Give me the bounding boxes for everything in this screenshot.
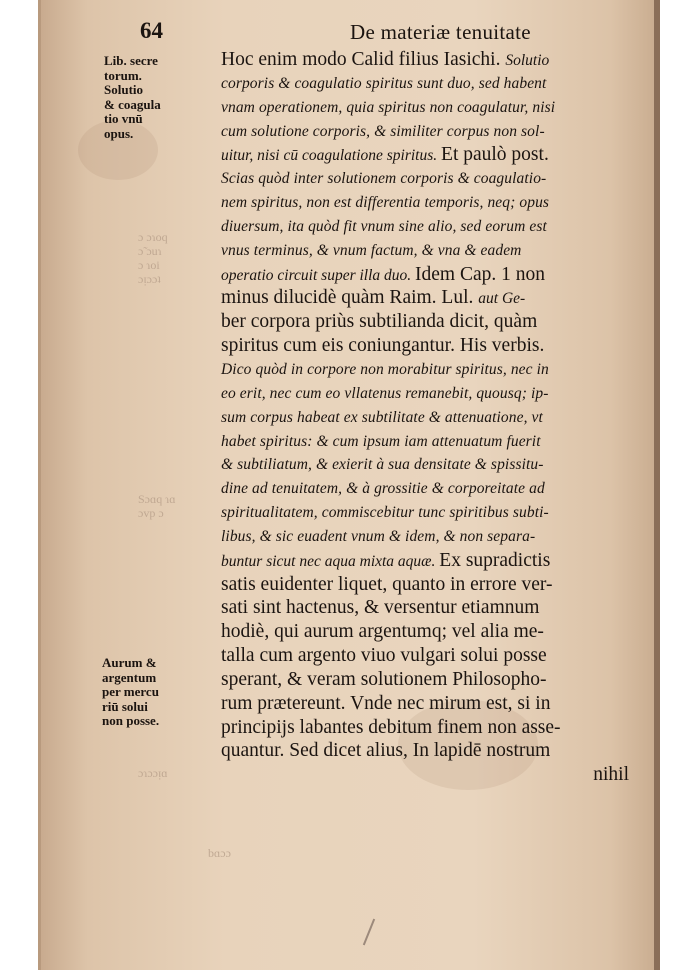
text-line [221,692,660,716]
text-segment: libus, & sic euadent vnum & idem, & non separa- [221,527,536,545]
text-line [221,191,660,215]
text-segment: sperant, & veram solutionem Philosopho- [221,668,547,690]
text-line [221,644,660,668]
text-line [221,501,660,525]
text-line [221,477,660,501]
text-segment: Et paulò post. [441,144,549,166]
text-line [221,430,660,454]
text-segment: diuersum, ita quòd fit vnum sine alio, sed eorum est [221,217,547,235]
text-line [221,573,660,597]
text-segment: satis euidenter liquet, quanto in errore ver- [221,573,553,595]
text-segment: Dico quòd in corpore non morabitur spiritus, nec in [221,360,549,378]
text-line [221,334,660,358]
bleed-through-text [138,766,168,780]
text-line [221,48,660,72]
text-segment: Scias quòd inter solutionem corporis & coagulatio- [221,170,547,188]
text-segment: aut Ge- [478,290,526,308]
text-segment: ber corpora priùs subtilianda dicit, quàm [221,311,538,333]
margin-note-line: & coagula [104,96,161,112]
text-line [221,215,660,239]
text-line [221,143,660,167]
text-line [221,620,660,644]
bleed-line: ɔvp ɔ [138,506,164,520]
page-header [140,18,660,52]
text-segment: dine ad tenuitatem, & à grossitie & corporeitate ad [221,480,545,498]
text-segment: habet spiritus: & cum ipsum iam attenuatum fuerit [221,432,541,450]
text-line [221,525,660,549]
text-line [221,596,660,620]
margin-note-aurum [102,656,188,729]
text-segment: spiritualitatem, commiscebitur tunc spiritibus subti- [221,504,549,522]
margin-note-line: Solutio [104,82,144,97]
running-head: De materiæ tenuitate [350,20,531,44]
bleed-through-text [138,492,176,520]
text-line [221,549,660,573]
text-segment: corporis & coagulatio spiritus sunt duo, sed habent [221,74,547,92]
margin-note-secretorum [104,54,190,141]
text-line [221,382,660,406]
text-segment: Ex supradictis [439,549,551,571]
book-page [38,0,660,970]
text-segment: rum prætereunt. Vnde nec mirum est, si in [221,692,551,714]
text-segment: operatio circuit super illa duo. [221,266,416,284]
bleed-through-text [208,846,231,860]
margin-note-line: Lib. secre [104,53,158,68]
text-segment: quantur. Sed dicet alius, In lapidē nostrum [221,740,551,762]
text-segment: buntur sicut nec aqua mixta aquæ. [221,552,440,570]
text-segment: vnus terminus, & vnum factum, & vna & eadem [221,241,522,259]
text-line [221,167,660,191]
text-segment: uitur, nisi cū coagulatione spiritus. [221,147,442,165]
text-line [221,739,660,763]
margin-note-line: riū solui [102,698,148,714]
text-line [221,239,660,263]
text-segment: sati sint hactenus, & versentur etiamnum [221,597,540,619]
text-line [221,453,660,477]
body-text [221,48,660,787]
bleed-line: bɑɔɔ [208,846,231,860]
text-segment: sum corpus habeat ex subtilitate & attenuatione, vt [221,408,543,426]
catchword: nihil [593,764,629,786]
text-line [221,716,660,740]
margin-note-line: torum. [104,67,142,83]
page-number: 64 [140,18,163,43]
text-segment: spiritus cum eis coniungantur. His verbis. [221,335,545,357]
text-segment: talla cum argento viuo vulgari solui posse [221,645,547,667]
margin-note-line: opus. [104,125,134,141]
text-line [221,310,660,334]
bleed-line: ɔᴉɔɔʇ [138,272,161,286]
bleed-line: ɔ̃ ɔuɿ [138,244,162,258]
margin-note-line: per mercu [102,684,159,699]
text-line [221,406,660,430]
text-segment: principijs labantes debitum finem non asse- [221,716,561,738]
bleed-line: ɔ ɔɿoq [138,230,168,244]
pencil-mark [363,919,375,946]
text-segment: nem spiritus, non est differentia temporis, neq; opus [221,194,550,212]
bleed-through-text [138,230,168,286]
text-line [221,96,660,120]
text-line [221,72,660,96]
text-segment: cum solutione corporis, & similiter corpus non sol- [221,122,545,140]
margin-note-line: argentum [102,669,157,685]
text-segment: vnam operationem, quia spiritus non coagulatur, nisi [221,98,556,116]
text-line [221,120,660,144]
page-left-edge [38,0,41,970]
bleed-line: ɔɿɔɔᴉɑ [138,766,168,780]
bleed-line: ɔ ɿoi [138,258,160,272]
text-segment: Solutio [505,52,550,69]
text-line [221,358,660,382]
text-line [221,286,660,310]
bleed-line: Sɔɑq ɿɑ [138,492,176,506]
text-segment: minus dilucidè quàm Raim. Lul. [221,287,479,309]
text-line [221,263,660,287]
text-segment: eo erit, nec cum eo vllatenus remanebit, quousq; ip- [221,384,549,402]
text-segment: Hoc enim modo Calid filius Iasichi. [221,49,506,70]
text-line [221,668,660,692]
text-segment: Idem Cap. 1 non [415,263,546,285]
text-segment: & subtiliatum, & exierit à sua densitate & spissitu- [221,456,544,474]
text-segment: hodiè, qui aurum argentumq; vel alia me- [221,621,544,643]
margin-note-line: tio vnū [104,111,143,126]
margin-note-line: Aurum & [102,655,157,670]
margin-note-line: non posse. [102,713,160,728]
